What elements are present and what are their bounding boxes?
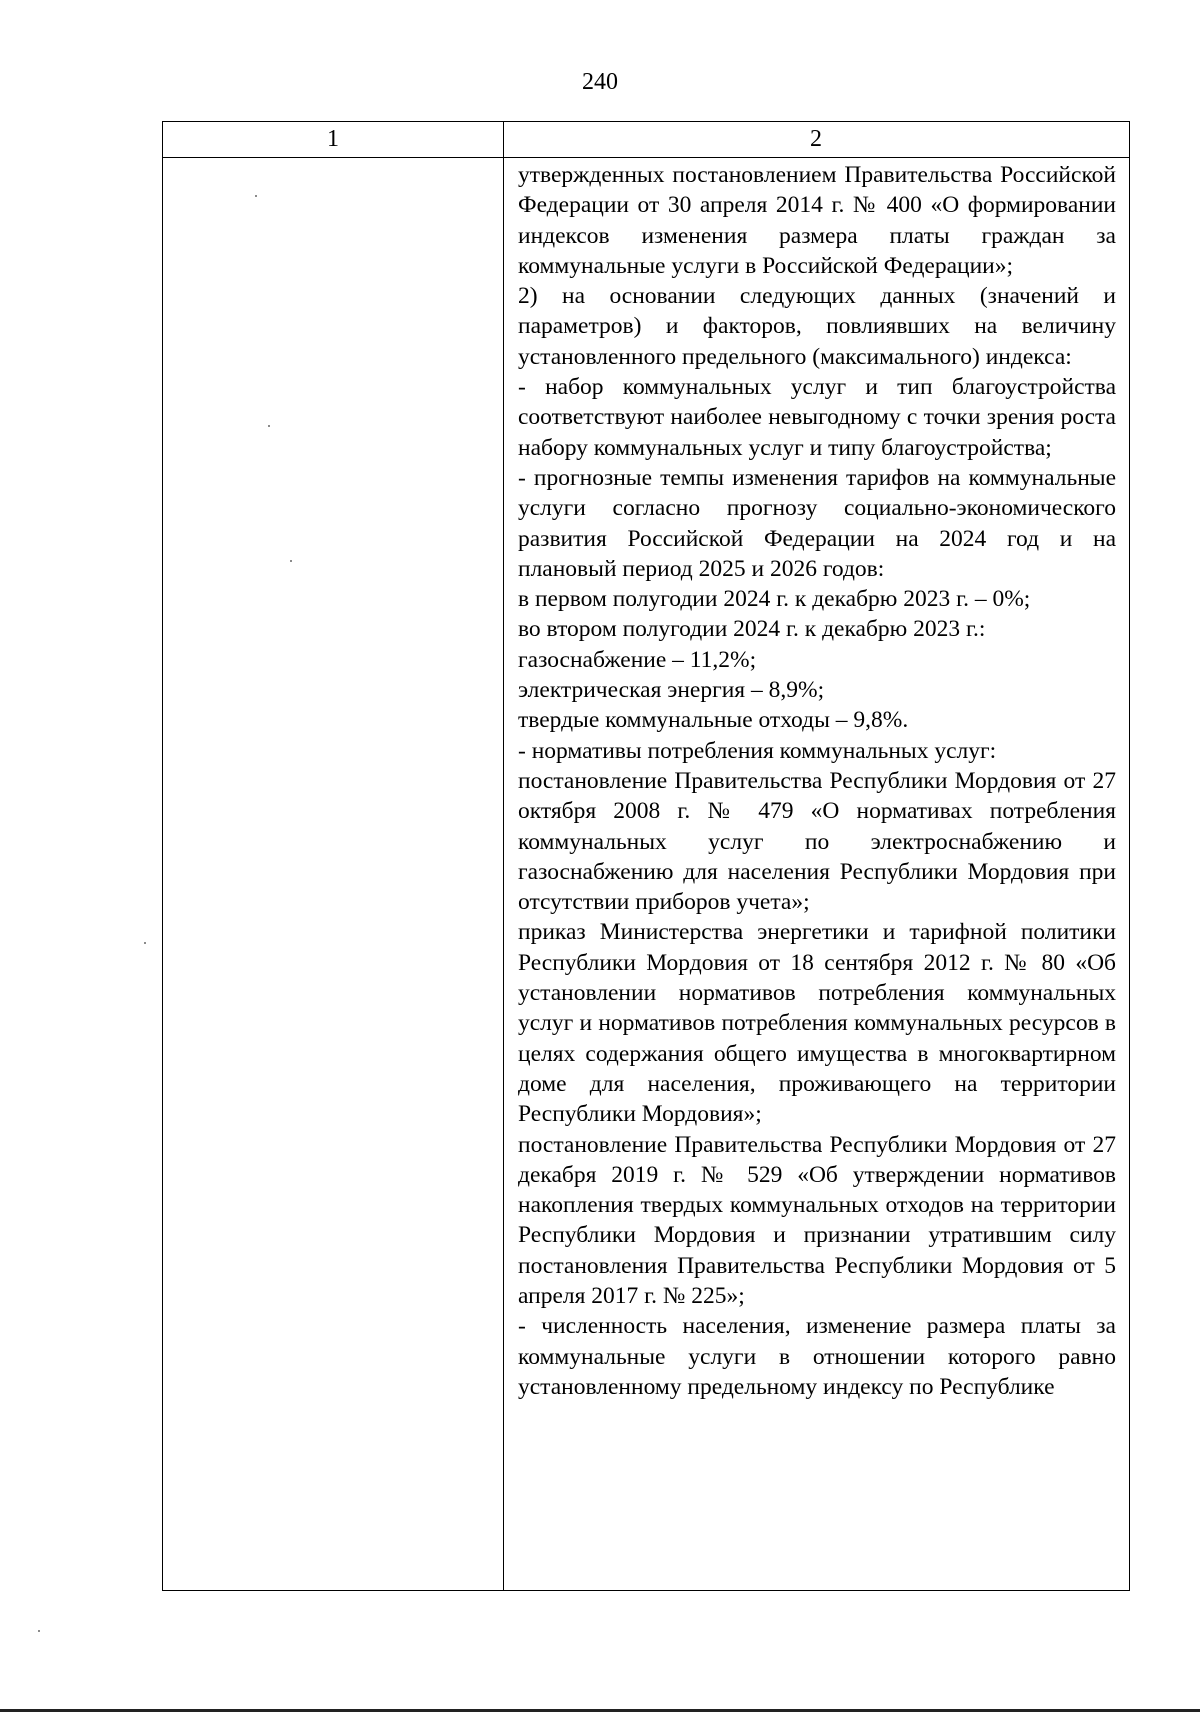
scan-speck <box>255 195 257 197</box>
paragraph: приказ Министерства энергетики и тарифной политики Республики Мордовия от 18 сентября 2012 г. № 80 «Об установлении нормативов потребления коммунальных услуг и нормативов потребления коммунальных ресурсов в целях содержания общего имущества в многоквартирном доме для населения, проживающего на территории Республики Мордовия»; <box>518 919 1116 1128</box>
paragraph: в первом полугодии 2024 г. к декабрю 2023 г. – 0%; <box>518 586 1031 613</box>
scan-speck <box>144 942 146 944</box>
paragraph: во втором полугодии 2024 г. к декабрю 2023 г.: <box>518 616 986 643</box>
scan-speck <box>290 560 292 562</box>
paragraph: твердые коммунальные отходы – 9,8%. <box>518 707 909 734</box>
paragraph: постановление Правительства Республики Мордовия от 27 октября 2008 г. № 479 «О нормативах потребления коммунальных услуг по электроснабжению и газоснабжению для населения Республики Мордовия при отсутствии приборов учета»; <box>518 767 1116 916</box>
table-header-col-1: 1 <box>327 126 339 152</box>
scan-speck <box>38 1630 40 1632</box>
page-number: 240 <box>582 69 618 95</box>
scan-speck <box>268 425 270 427</box>
paragraph: - прогнозные темпы изменения тарифов на коммунальные услуги согласно прогнозу социально-экономического развития Российской Федерации на 2024 год и на плановый период 2025 и 2026 годов: <box>518 464 1116 582</box>
table-header-row <box>163 122 1129 158</box>
paragraph: 2) на основании следующих данных (значений и параметров) и факторов, повлиявших на величину установленного предельного (максимального) индекса: <box>518 283 1116 370</box>
paragraph: - набор коммунальных услуг и тип благоустройства соответствуют наиболее невыгодному с точки зрения роста набору коммунальных услуг и типу благоустройства; <box>518 374 1116 461</box>
column-divider <box>503 122 504 1590</box>
table-header-col-2: 2 <box>810 126 822 152</box>
paragraph: - нормативы потребления коммунальных услуг: <box>518 737 997 764</box>
table-cell-col-2 <box>518 160 1116 1402</box>
paragraph: постановление Правительства Республики Мордовия от 27 декабря 2019 г. № 529 «Об утверждении нормативов накопления твердых коммунальных отходов на территории Республики Мордовия и признании утратившим силу постановления Правительства Республики Мордовия от 5 апреля 2017 г. № 225»; <box>518 1131 1116 1309</box>
paragraph: газоснабжение – 11,2%; <box>518 646 757 673</box>
paragraph: утвержденных постановлением Правительства Российской Федерации от 30 апреля 2014 г. № 400 «О формировании индексов изменения размера платы граждан за коммунальные услуги в Российской Федерации»; <box>518 162 1116 279</box>
document-table <box>162 121 1130 1591</box>
paragraph: - численность населения, изменение размера платы за коммунальные услуги в отношении которого равно установленному предельному индексу по Республике <box>518 1313 1116 1400</box>
paragraph: электрическая энергия – 8,9%; <box>518 677 825 704</box>
